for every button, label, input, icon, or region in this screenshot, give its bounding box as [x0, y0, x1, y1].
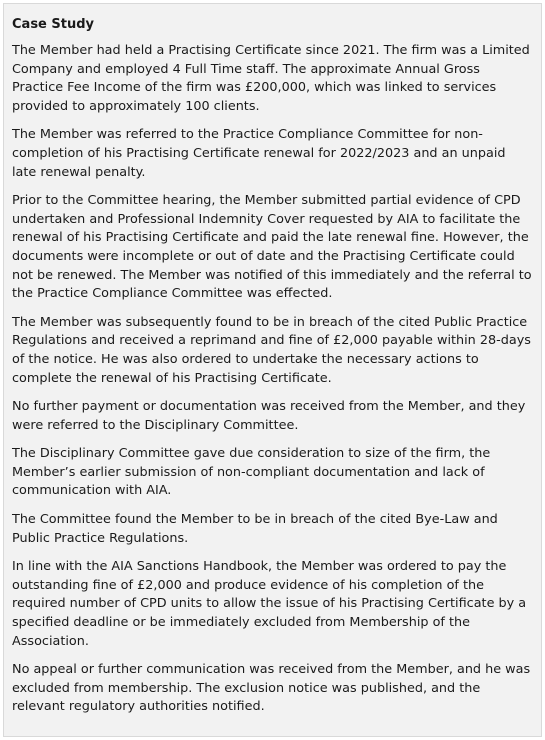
- case-paragraph-6: The Disciplinary Committee gave due consideration to size of the firm, the Member’s earlier submission of non-compliant documentation and lack of communication with AIA.: [12, 446, 491, 499]
- case-paragraph-8: In line with the AIA Sanctions Handbook, the Member was ordered to pay the outstanding fine of £2,000 and produce evidence of his completion of the required number of CPD units to allow the issue of his Practising Certificate by a specified deadline or be immediately excluded from Membership of the Association.: [12, 559, 527, 649]
- case-paragraph-9: No appeal or further communication was received from the Member, and he was excluded from membership. The exclusion notice was published, and the relevant regulatory authorities notified.: [12, 662, 531, 715]
- case-study-box: [3, 3, 542, 737]
- case-paragraph-3: Prior to the Committee hearing, the Member submitted partial evidence of CPD undertaken and Professional Indemnity Cover requested by AIA to facilitate the renewal of his Practising Certificate and paid the late renewal fine. However, the documents were incomplete or out of date and the Practising Certificate could not be renewed. The Member was notified of this immediately and the referral to the Practice Compliance Committee was effected.: [12, 193, 532, 302]
- case-paragraph-4: The Member was subsequently found to be in breach of the cited Public Practice Regulations and received a reprimand and fine of £2,000 payable within 28-days of the notice. He was also ordered to undertake the necessary actions to complete the renewal of his Practising Certificate.: [12, 314, 531, 386]
- case-paragraph-2: The Member was referred to the Practice Compliance Committee for non-completion of his Practising Certificate renewal for 2022/2023 and an unpaid late renewal penalty.: [12, 127, 506, 180]
- case-study-title: Case Study: [12, 17, 95, 32]
- case-paragraph-5: No further payment or documentation was received from the Member, and they were referred to the Disciplinary Committee.: [12, 399, 526, 433]
- case-paragraph-1: The Member had held a Practising Certificate since 2021. The firm was a Limited Company and employed 4 Full Time staff. The approximate Annual Gross Practice Fee Income of the firm was £200,000, which was linked to services provided to approximately 100 clients.: [12, 43, 530, 114]
- case-paragraph-7: The Committee found the Member to be in breach of the cited Bye-Law and Public Practice Regulations.: [12, 512, 498, 546]
